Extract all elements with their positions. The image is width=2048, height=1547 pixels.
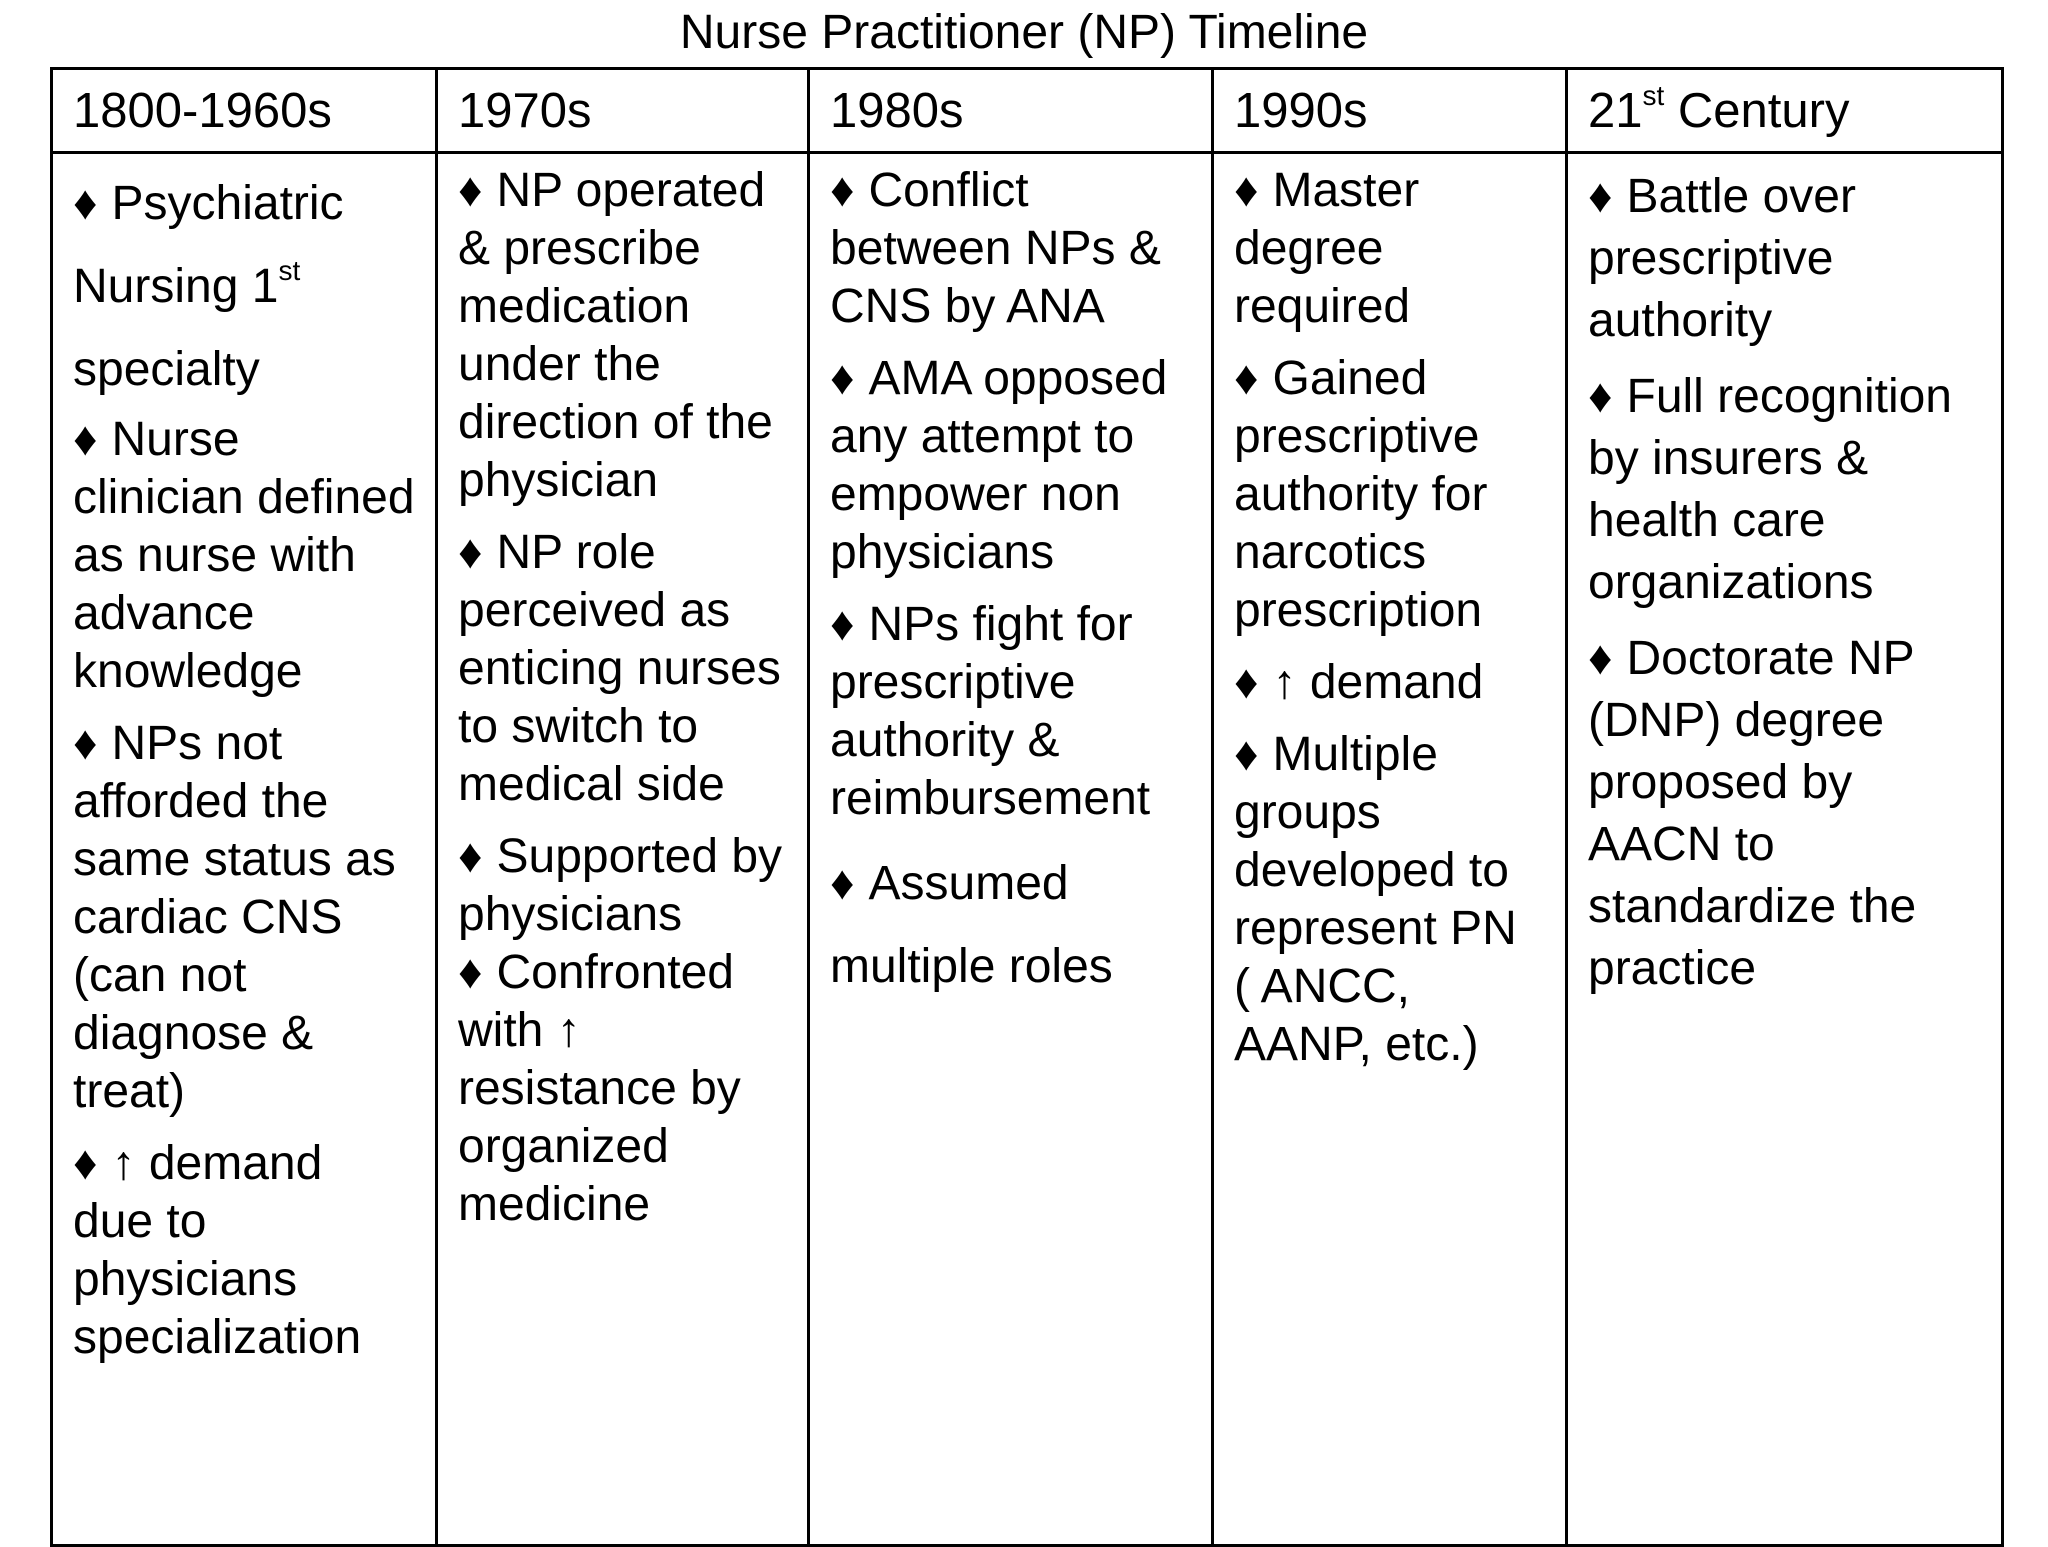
list-item: ♦ Doctorate NP (DNP) degree proposed by AACN to standardize the practice <box>1588 628 1981 1000</box>
column-1980s <box>809 153 1213 1546</box>
list-item: ♦ NPs fight for prescriptive authority & reimbursement <box>830 598 1151 825</box>
content-row <box>52 153 2003 1546</box>
diamond-bullet-icon: ♦ <box>830 598 855 651</box>
list-item: ♦ Multiple groups developed to represent PN ( ANCC, AANP, etc.) <box>1234 728 1517 1071</box>
list-item: ♦ Full recognition by insurers & health care organizations <box>1588 366 1981 614</box>
list-item: ♦ NP role perceived as enticing nurses to switch to medical side <box>458 526 781 811</box>
column-21st-century <box>1567 153 2003 1546</box>
diamond-bullet-icon: ♦ <box>73 1137 98 1190</box>
list-item: ♦ Supported by physicians <box>458 830 783 941</box>
column-header-1970s: 1970s <box>437 69 809 153</box>
column-header-1990s: 1990s <box>1213 69 1567 153</box>
diamond-bullet-icon: ♦ <box>1588 370 1613 423</box>
column-header-21st-century: 21st Century <box>1567 69 2003 153</box>
list-item: ♦ Psychiatric Nursing 1st specialty <box>73 162 415 411</box>
page-title: Nurse Practitioner (NP) Timeline <box>679 6 1369 59</box>
diamond-bullet-icon: ♦ <box>830 857 855 910</box>
list-item: ♦ Master degree required <box>1234 164 1420 333</box>
diamond-bullet-icon: ♦ <box>1588 632 1613 685</box>
list-item: ♦ Nurse clinician defined as nurse with advance knowledge <box>73 413 415 698</box>
list-item: ♦ Confronted with ↑ resistance by organized medicine <box>458 946 741 1231</box>
list-item: ♦ ↑ demand <box>1234 654 1545 712</box>
diamond-bullet-icon: ♦ <box>73 177 98 230</box>
diamond-bullet-icon: ♦ <box>458 164 483 217</box>
header-row <box>52 69 2003 153</box>
column-header-1800-1960s: 1800-1960s <box>52 69 437 153</box>
list-item: ♦ Battle over prescriptive authority <box>1588 166 1981 352</box>
diamond-bullet-icon: ♦ <box>1234 656 1259 709</box>
list-item: ♦ Conflict between NPs & CNS by ANA <box>830 164 1161 333</box>
diamond-bullet-icon: ♦ <box>73 717 98 770</box>
diamond-bullet-icon: ♦ <box>458 946 483 999</box>
diamond-bullet-icon: ♦ <box>1234 352 1259 405</box>
timeline-table <box>50 67 2004 1547</box>
list-item: ♦ ↑ demand due to physicians specialization <box>73 1137 362 1364</box>
diamond-bullet-icon: ♦ <box>1588 170 1613 223</box>
list-item: ♦ Gained prescriptive authority for narcotics prescription <box>1234 352 1488 637</box>
column-1800-1960s <box>52 153 437 1546</box>
list-item: ♦ NP operated & prescribe medication under the direction of the physician <box>458 164 773 507</box>
list-item: ♦ Assumed multiple roles <box>830 842 1191 1008</box>
diamond-bullet-icon: ♦ <box>830 352 855 405</box>
diamond-bullet-icon: ♦ <box>1234 728 1259 781</box>
column-header-1980s: 1980s <box>809 69 1213 153</box>
diamond-bullet-icon: ♦ <box>1234 164 1259 217</box>
diamond-bullet-icon: ♦ <box>830 164 855 217</box>
list-item: ♦ AMA opposed any attempt to empower non physicians <box>830 352 1168 579</box>
diamond-bullet-icon: ♦ <box>458 526 483 579</box>
column-1990s <box>1213 153 1567 1546</box>
diamond-bullet-icon: ♦ <box>73 413 98 466</box>
column-1970s <box>437 153 809 1546</box>
diamond-bullet-icon: ♦ <box>458 830 483 883</box>
list-item: ♦ NPs not afforded the same status as cardiac CNS (can not diagnose & treat) <box>73 717 396 1118</box>
